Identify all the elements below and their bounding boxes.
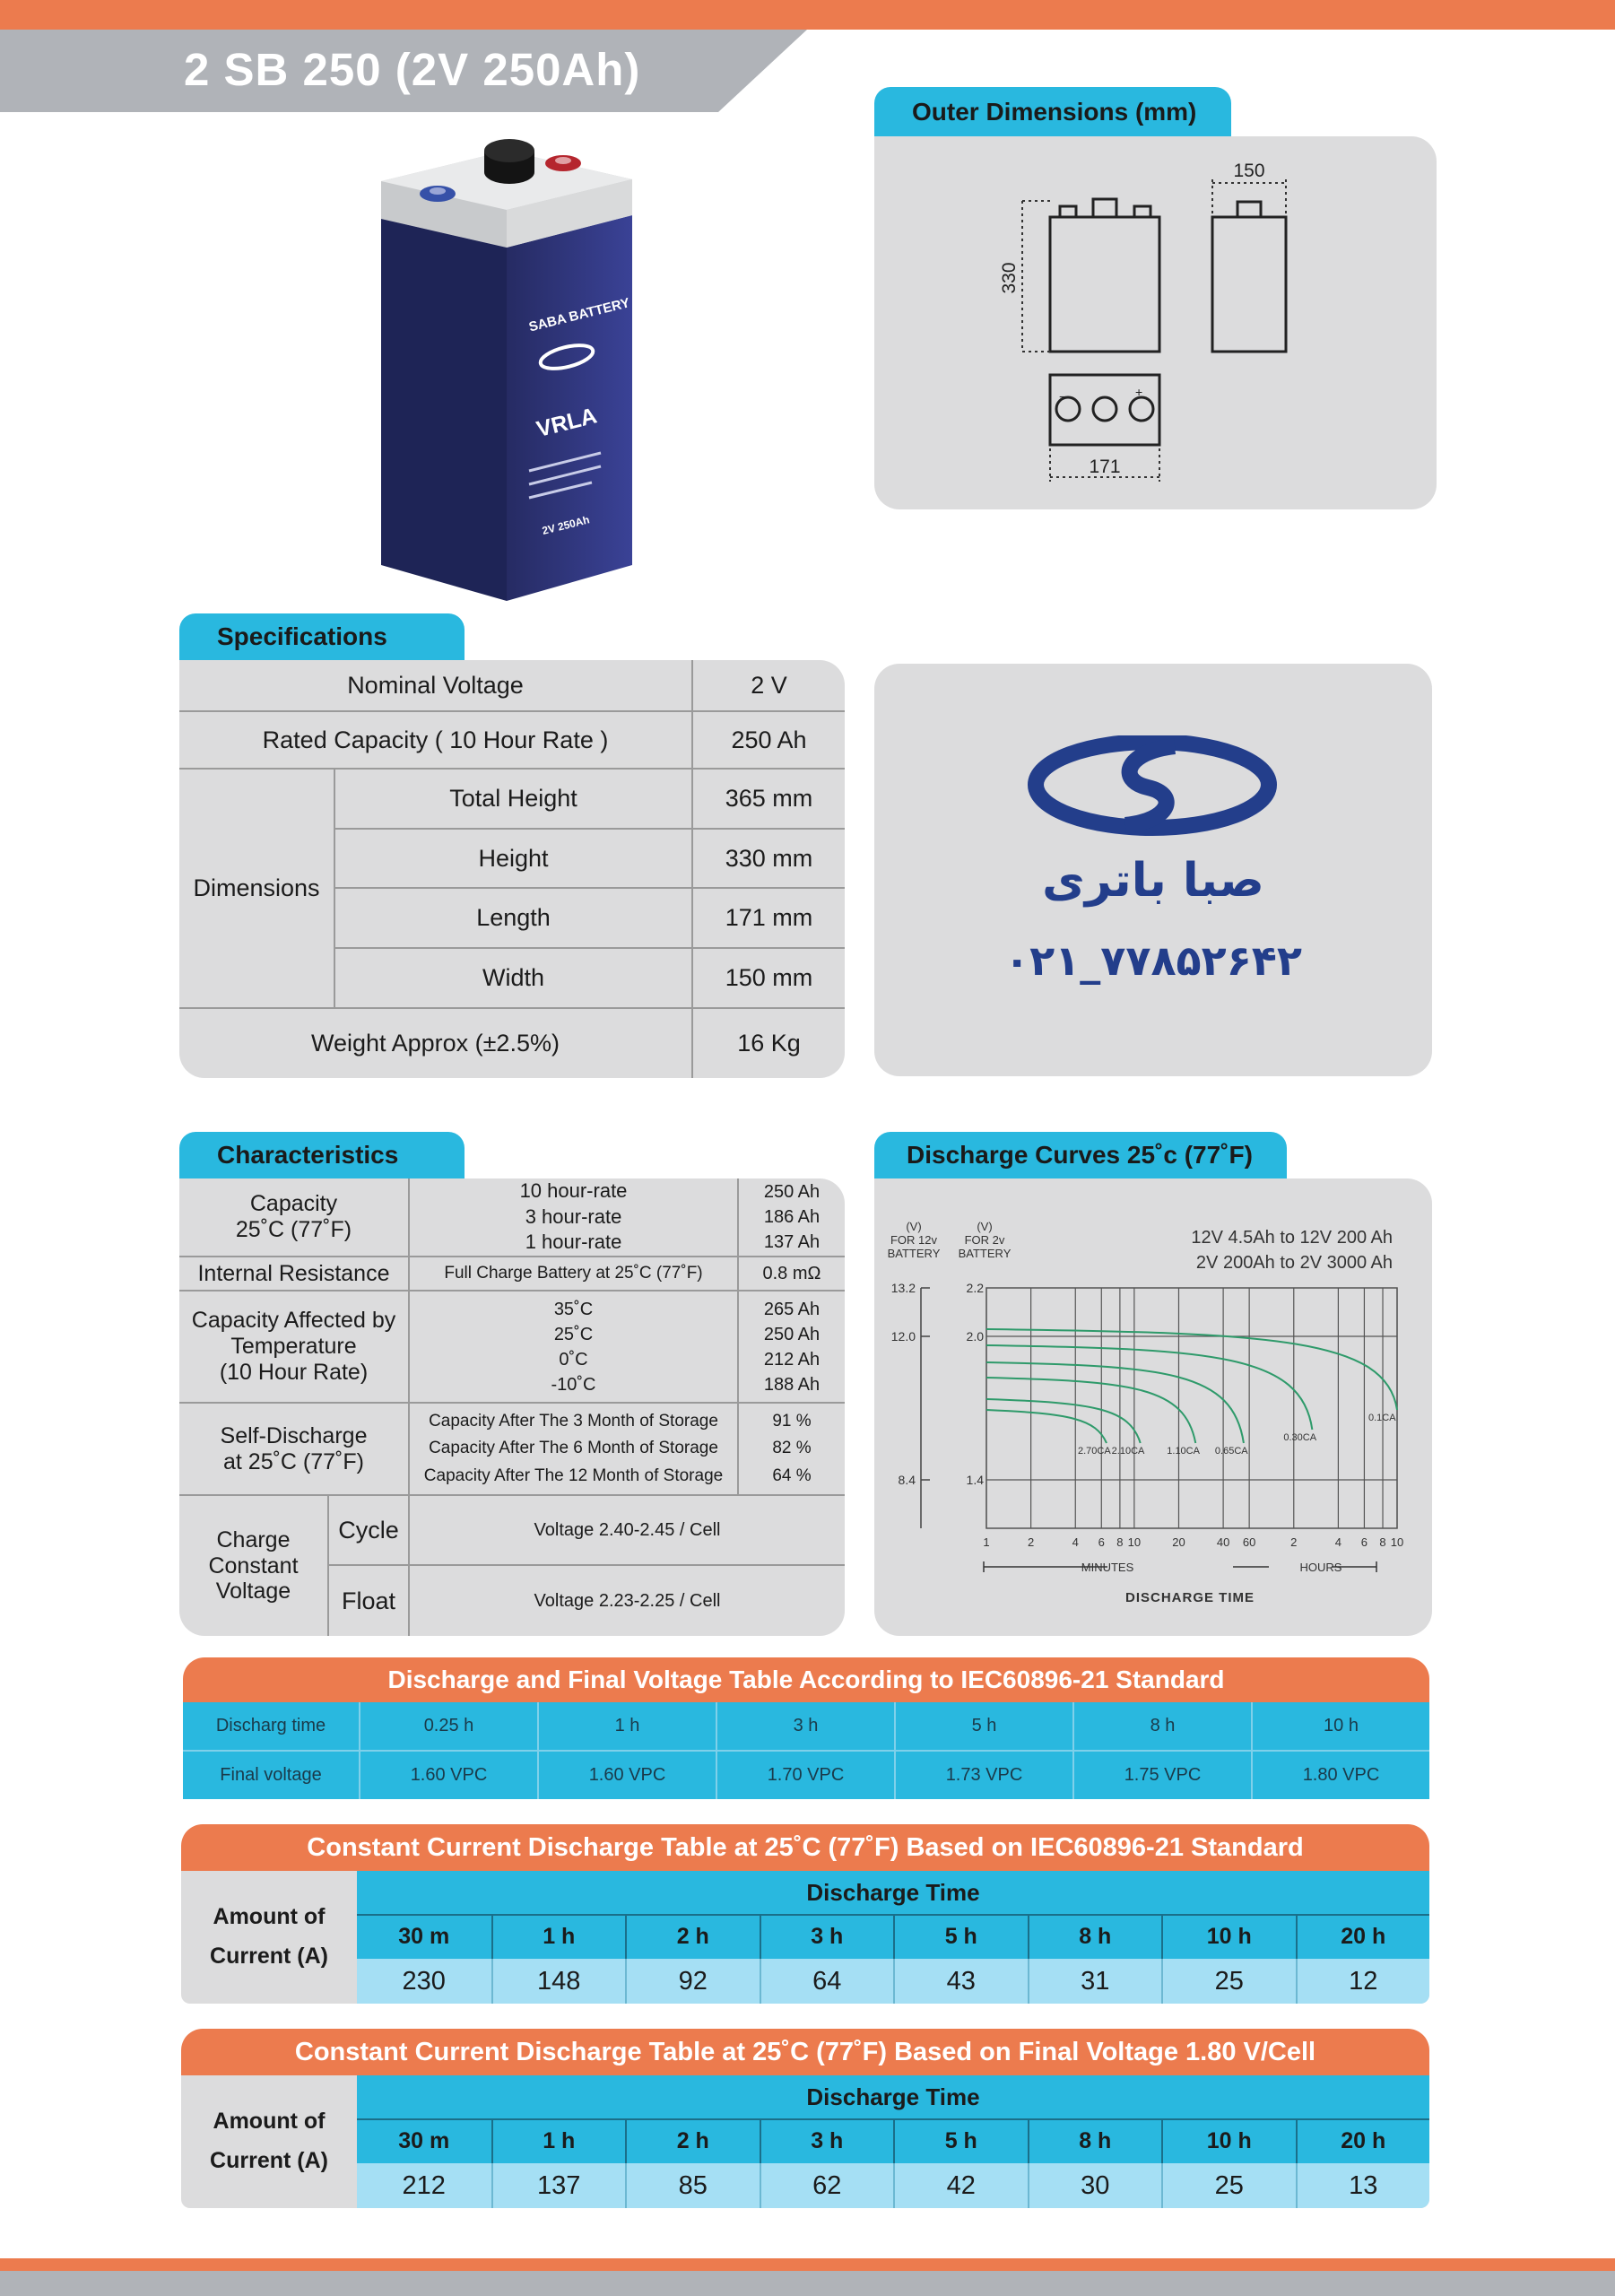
x-tick-label: 2	[1290, 1535, 1298, 1549]
cc-table1-time-header: Discharge Time	[357, 1871, 1429, 1914]
brand-name: صبا باتری	[1042, 854, 1264, 908]
outer-dimensions-panel	[874, 136, 1437, 509]
temperature-capacity-label	[179, 1292, 408, 1402]
cc-table2-value-cell: 85	[625, 2163, 760, 2208]
self-discharge-value: 82 %	[772, 1439, 812, 1458]
x-tick-label: 4	[1072, 1535, 1079, 1549]
discharge-curve	[986, 1399, 1141, 1443]
cc-table1-value-cell: 230	[402, 1966, 446, 1996]
total-height-value: 365 mm	[725, 785, 813, 812]
cycle-voltage-value: Voltage 2.40-2.45 / Cell	[534, 1519, 721, 1540]
width-value: 150 mm	[725, 964, 813, 991]
rated-capacity-label: Rated Capacity ( 10 Hour Rate )	[262, 726, 609, 753]
y12-tick-label: 12.0	[890, 1329, 916, 1344]
cc-table2-time-cell: 2 h	[625, 2118, 760, 2163]
y2-tick-label: 1.4	[966, 1473, 984, 1487]
cycle-label: Cycle	[338, 1516, 399, 1544]
legend-line: 12V 4.5Ah to 12V 200 Ah	[1191, 1228, 1393, 1248]
x-tick-label: 60	[1242, 1535, 1256, 1549]
svg-text:+: +	[1135, 385, 1143, 399]
cc-table2-times-row	[357, 2118, 1429, 2163]
capacity-value: 137 Ah	[763, 1232, 821, 1252]
iec-row2-label: Final voltage	[220, 1765, 322, 1785]
iec-time-cell: 5 h	[894, 1702, 1072, 1750]
cc-table2-time-cell: 1 h	[491, 2118, 626, 2163]
cc-table1-time-cell: 10 h	[1161, 1914, 1296, 1959]
cc-table1-value-cell: 31	[1028, 1959, 1162, 2004]
cc-table2-time-cell: 5 h	[893, 2118, 1028, 2163]
discharge-curves-tab	[874, 1132, 1287, 1178]
characteristics-tab	[179, 1132, 465, 1178]
iec-time-cell: 1 h	[537, 1702, 716, 1750]
cc-table2-title: Constant Current Discharge Table at 25˚C (77˚F) Based on Final Voltage 1.80 V/Cell	[181, 2029, 1429, 2075]
axis2-head-line: (V)	[977, 1220, 993, 1233]
self-discharge-value: 64 %	[772, 1465, 812, 1485]
self-discharge-label-line: at 25˚C (77˚F)	[223, 1448, 364, 1474]
weight-label: Weight Approx (±2.5%)	[311, 1030, 560, 1057]
internal-resistance-label: Internal Resistance	[197, 1260, 390, 1286]
curve-label: 0.1CA	[1368, 1413, 1396, 1423]
bottom-gray-bar	[0, 2271, 1615, 2296]
capacity-label	[179, 1178, 408, 1256]
self-discharge-condition: Capacity After The 6 Month of Storage	[429, 1439, 718, 1458]
nominal-voltage-label: Nominal Voltage	[347, 671, 524, 699]
float-voltage-value: Voltage 2.23-2.25 / Cell	[534, 1590, 721, 1611]
battery-rating-label: 2V 250Ah	[541, 513, 591, 537]
y2-tick-label: 2.2	[966, 1281, 984, 1295]
discharge-curves-label: Discharge Curves 25˚c (77˚F)	[907, 1141, 1253, 1169]
bottom-accent-bar	[0, 2258, 1615, 2271]
cc-table2-value-cell: 62	[760, 2163, 894, 2208]
x-tick-label: 2	[1028, 1535, 1035, 1549]
charge-voltage-label	[179, 1496, 327, 1636]
discharge-curve	[986, 1410, 1107, 1443]
capacity-value: 186 Ah	[763, 1207, 821, 1227]
weight-value: 16 Kg	[737, 1030, 801, 1057]
cc-table1-values-row	[357, 1959, 1429, 2004]
axis12-head-line: BATTERY	[887, 1247, 941, 1260]
x-tick-label: 10	[1390, 1535, 1404, 1549]
nominal-voltage-value: 2 V	[751, 671, 787, 699]
specifications-table	[179, 660, 845, 1078]
temperature-value: 250 Ah	[763, 1324, 821, 1344]
cc-table2-time-cell: 20 h	[1296, 2118, 1430, 2163]
length-dimension-label: 171	[1089, 457, 1121, 477]
characteristics-table	[179, 1178, 845, 1636]
internal-resistance-condition: Full Charge Battery at 25˚C (77˚F)	[444, 1264, 703, 1283]
x-tick-label: 8	[1379, 1535, 1386, 1549]
y12-tick-label: 13.2	[890, 1281, 916, 1295]
cc-table2-time-cell: 3 h	[760, 2118, 894, 2163]
float-label: Float	[341, 1587, 396, 1614]
temperature-label-line: (10 Hour Rate)	[219, 1359, 369, 1385]
self-discharge-condition: Capacity After The 3 Month of Storage	[429, 1411, 718, 1431]
cc-table1-time-cell: 20 h	[1296, 1914, 1430, 1959]
capacity-label-line2: 25˚C (77˚F)	[235, 1217, 352, 1242]
cc-table2-row-label-line: Current (A)	[210, 2148, 328, 2173]
specifications-tab	[179, 613, 465, 660]
cc-table2-value-cell: 25	[1161, 2163, 1296, 2208]
cc-table1-time-cell: 2 h	[625, 1914, 760, 1959]
cc-table1-times-row	[357, 1914, 1429, 1959]
rated-capacity-value: 250 Ah	[731, 726, 807, 753]
cc-table2-value-cell: 212	[402, 2170, 446, 2200]
self-discharge-conditions	[410, 1404, 737, 1494]
iec-time-cell: 8 h	[1072, 1702, 1251, 1750]
dimensions-label: Dimensions	[193, 874, 320, 901]
cc-table1-time-cell: 30 m	[398, 1923, 450, 1949]
self-discharge-condition: Capacity After The 12 Month of Storage	[423, 1465, 724, 1485]
height-label: Height	[478, 844, 549, 872]
x-tick-label: 6	[1360, 1535, 1368, 1549]
x-tick-label: 8	[1116, 1535, 1124, 1549]
dimension-drawing	[874, 136, 1437, 509]
width-label: Width	[482, 964, 545, 991]
discharge-curve	[986, 1362, 1244, 1443]
cc-table1-title: Constant Current Discharge Table at 25˚C (77˚F) Based on IEC60896-21 Standard	[181, 1824, 1429, 1871]
x-tick-label: 40	[1216, 1535, 1230, 1549]
iec-voltage-cell: 1.75 VPC	[1072, 1752, 1251, 1799]
cc-table2-time-header: Discharge Time	[357, 2075, 1429, 2118]
cc-table1-time-cell: 3 h	[760, 1914, 894, 1959]
iec-voltage-cell: 1.70 VPC	[716, 1752, 894, 1799]
temperature-label-line: Capacity Affected by	[191, 1308, 396, 1334]
legend-line: 2V 200Ah to 2V 3000 Ah	[1195, 1253, 1393, 1273]
iec-time-cell: 3 h	[716, 1702, 894, 1750]
cc-table1-value-cell: 12	[1296, 1959, 1430, 2004]
cc-table2-time-cell: 30 m	[398, 2127, 450, 2153]
cc-table2-row-label-line: Amount of	[213, 2109, 326, 2135]
cc-table1-value-cell: 43	[893, 1959, 1028, 2004]
self-discharge-values	[739, 1404, 845, 1494]
cc-table2-value-cell: 137	[491, 2163, 626, 2208]
cc-table2-row-label	[181, 2075, 357, 2208]
capacity-rate: 10 hour-rate	[519, 1179, 628, 1203]
x-tick-label: 6	[1098, 1535, 1105, 1549]
charge-label-line: Constant	[208, 1552, 299, 1578]
capacity-rate: 1 hour-rate	[525, 1231, 622, 1254]
cc-table1	[181, 1871, 1429, 2004]
iec-row1-label: Discharg time	[215, 1716, 326, 1735]
iec-voltage-cell: 1.60 VPC	[359, 1752, 537, 1799]
iec-voltage-cell: 1.60 VPC	[537, 1752, 716, 1799]
cc-table2-value-cell: 42	[893, 2163, 1028, 2208]
curve-label: 0.65CA	[1214, 1446, 1248, 1457]
discharge-curves-chart	[874, 1178, 1432, 1636]
iec-time-cell: 0.25 h	[359, 1702, 537, 1750]
top-accent-bar	[0, 0, 1615, 30]
brand-panel	[874, 664, 1432, 1076]
cc-table1-value-cell: 64	[760, 1959, 894, 2004]
curve-label: 2.10CA	[1111, 1446, 1145, 1457]
cc-table2-values-row	[357, 2163, 1429, 2208]
y2-tick-label: 2.0	[966, 1329, 984, 1344]
capacity-rates	[410, 1178, 737, 1256]
height-value: 330 mm	[725, 844, 813, 872]
iec-table-title: Discharge and Final Voltage Table According to IEC60896-21 Standard	[183, 1657, 1429, 1702]
cc-table1-value-cell: 92	[625, 1959, 760, 2004]
cc-table2	[181, 2075, 1429, 2208]
saba-logo-icon	[1018, 735, 1287, 861]
x-tick-label: 4	[1334, 1535, 1342, 1549]
battery-image	[359, 135, 655, 610]
outer-dimensions-tab	[874, 87, 1231, 136]
iec-table	[183, 1702, 1429, 1799]
self-discharge-label-line: Self-Discharge	[220, 1422, 368, 1448]
cc-table2-time-cell: 8 h	[1028, 2118, 1162, 2163]
specifications-label: Specifications	[217, 622, 387, 650]
cc-table1-time-cell: 1 h	[491, 1914, 626, 1959]
total-height-label: Total Height	[449, 785, 577, 812]
capacity-value: 250 Ah	[763, 1182, 821, 1202]
iec-time-cell: 10 h	[1251, 1702, 1429, 1750]
cc-table1-row-label-line: Amount of	[213, 1904, 326, 1930]
cc-table2-value-cell: 13	[1296, 2163, 1430, 2208]
temperature-label-line: Temperature	[230, 1334, 357, 1360]
width-dimension-label: 150	[1233, 161, 1265, 181]
battery-type-label: VRLA	[534, 403, 600, 443]
temperature-item: -10˚C	[551, 1374, 596, 1395]
cc-table1-time-cell: 8 h	[1028, 1914, 1162, 1959]
axis2-head-line: FOR 2v	[964, 1233, 1005, 1247]
charge-label-line: Voltage	[215, 1578, 291, 1605]
discharge-curve	[986, 1345, 1312, 1430]
temperature-value: 212 Ah	[763, 1349, 821, 1370]
temperature-value: 188 Ah	[763, 1374, 821, 1395]
temperature-list	[410, 1292, 737, 1402]
iec-voltage-cell: 1.80 VPC	[1251, 1752, 1429, 1799]
battery-brand-label: SABA BATTERY	[527, 295, 632, 335]
cc-table2-time-cell: 10 h	[1161, 2118, 1296, 2163]
self-discharge-value: 91 %	[772, 1411, 812, 1431]
x-axis-label: DISCHARGE TIME	[1124, 1590, 1255, 1605]
temperature-item: 0˚C	[559, 1349, 588, 1370]
axis12-head-line: FOR 12v	[890, 1233, 938, 1247]
y12-tick-label: 8.4	[898, 1473, 916, 1487]
iec-voltage-cell: 1.73 VPC	[894, 1752, 1072, 1799]
self-discharge-label	[179, 1404, 408, 1494]
length-value: 171 mm	[725, 904, 813, 931]
axis2-head-line: BATTERY	[958, 1247, 1012, 1260]
characteristics-label: Characteristics	[217, 1141, 399, 1169]
cc-table2-value-cell: 30	[1028, 2163, 1162, 2208]
curve-label: 2.70CA	[1078, 1446, 1111, 1457]
cc-table1-time-cell: 5 h	[893, 1914, 1028, 1959]
outer-dimensions-label: Outer Dimensions (mm)	[912, 97, 1197, 126]
curve-label: 1.10CA	[1167, 1446, 1200, 1457]
x-tick-label: 10	[1127, 1535, 1142, 1549]
temperature-values	[739, 1292, 845, 1402]
hours-label: HOURS	[1299, 1561, 1342, 1574]
cc-table1-row-label-line: Current (A)	[210, 1944, 328, 1969]
internal-resistance-value: 0.8 mΩ	[762, 1263, 821, 1283]
cc-table1-row-label	[181, 1871, 357, 2004]
temperature-item: 35˚C	[553, 1299, 594, 1319]
svg-text:−: −	[1059, 389, 1067, 404]
length-label: Length	[476, 904, 551, 931]
capacity-label-line1: Capacity	[249, 1191, 338, 1217]
discharge-curve	[986, 1378, 1195, 1443]
capacity-values	[739, 1178, 845, 1256]
brand-phone: ۰۲۱_۷۷۸۵۲۶۴۲	[1004, 936, 1302, 985]
x-tick-label: 1	[983, 1535, 990, 1549]
discharge-curves-panel	[874, 1178, 1432, 1636]
temperature-value: 265 Ah	[763, 1299, 821, 1319]
plot-frame	[986, 1288, 1397, 1528]
capacity-rate: 3 hour-rate	[525, 1205, 622, 1228]
temperature-item: 25˚C	[553, 1324, 594, 1344]
axis12-head-line: (V)	[906, 1220, 922, 1233]
cc-table1-value-cell: 25	[1161, 1959, 1296, 2004]
x-tick-label: 20	[1172, 1535, 1185, 1549]
page-title: 2 SB 250 (2V 250Ah)	[184, 44, 641, 95]
charge-label-line: Charge	[216, 1526, 291, 1552]
minutes-label: MINUTES	[1081, 1561, 1134, 1574]
discharge-curve	[986, 1329, 1397, 1410]
curve-label: 0.30CA	[1283, 1432, 1317, 1443]
height-dimension-label: 330	[999, 262, 1020, 294]
cc-table1-value-cell: 148	[491, 1959, 626, 2004]
